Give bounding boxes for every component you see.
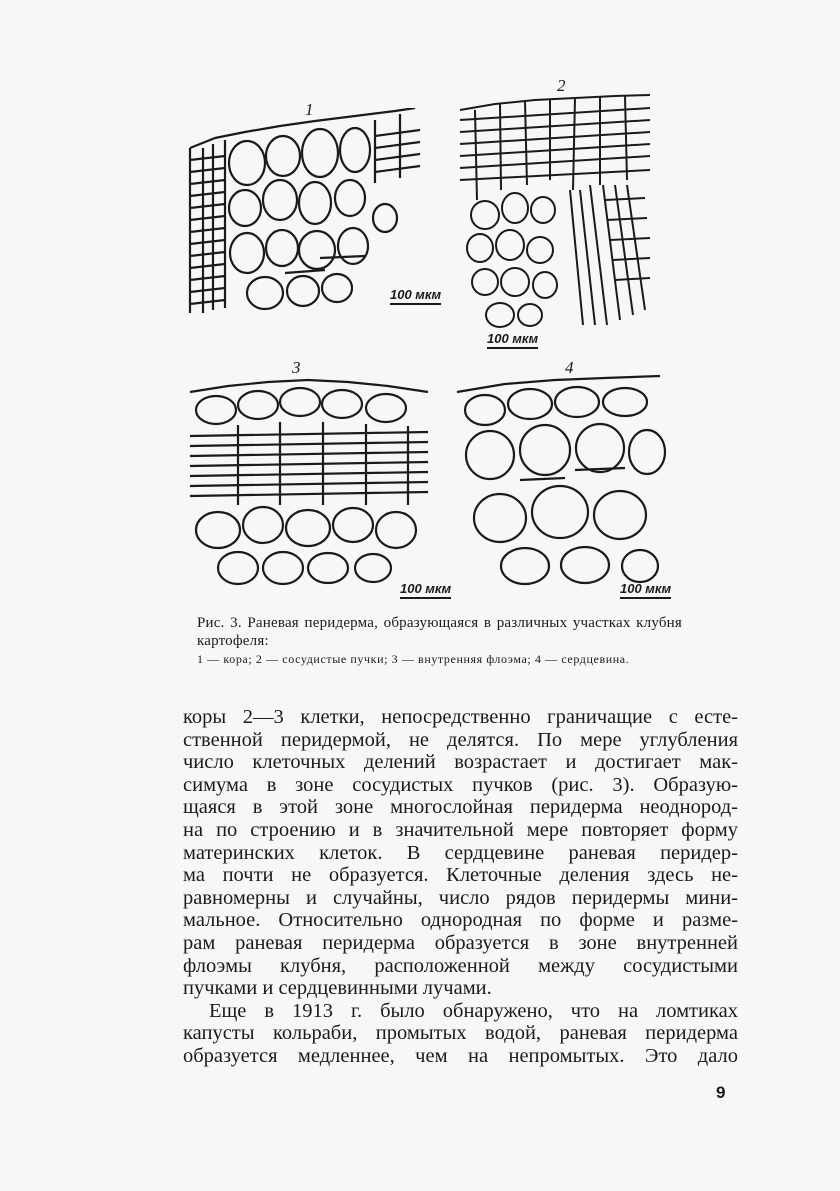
scale-bar-label-3: 100 мкм <box>400 582 451 599</box>
panel-number-1: 1 <box>305 100 314 119</box>
text-line: Еще в 1913 г. было обнаружено, что на ломтиках <box>209 999 738 1022</box>
text-line: коры 2—3 клетки, непосредственно граничащие с есте- <box>183 706 738 728</box>
caption-title: Рис. 3. Раневая перидерма, образующаяся в различных участках клубня картофеля: <box>197 615 682 649</box>
scale-bar-label-4: 100 мкм <box>620 582 671 599</box>
cell-drawing-inner-phloem <box>188 370 438 590</box>
body-text <box>183 706 738 1068</box>
panel-number-2: 2 <box>557 76 566 95</box>
figure <box>185 78 675 608</box>
cell-drawing-vascular-bundles <box>455 90 655 330</box>
text-line: равномерны и случайны, число рядов перидермы мини- <box>183 886 738 909</box>
page-number: 9 <box>716 1083 726 1102</box>
text-line: ственной перидермой, не делятся. По мере углубления <box>183 728 738 751</box>
text-line: рам раневая перидерма образуется в зоне внутренней <box>183 931 738 954</box>
text-line: капусты кольраби, промытых водой, раневая перидерма <box>183 1022 738 1045</box>
text-line: пучками и сердцевинными лучами. <box>183 977 492 1000</box>
text-line: образуется медленнее, чем на непромытых. Это дало <box>183 1044 738 1067</box>
text-line: на по строению и в значительной мере повторяет форму <box>183 818 738 841</box>
scale-bar-label-1: 100 мкм <box>390 288 441 305</box>
text-line: щаяся в этой зоне многослойная перидерма неоднород- <box>183 796 738 819</box>
paragraph-2 <box>183 1000 738 1068</box>
micrograph-panel-3 <box>188 358 452 596</box>
text-line: материнских клеток. В сердцевине раневая перидер- <box>183 841 738 864</box>
text-line: флоэмы клубня, расположенной между сосудистыми <box>183 954 738 977</box>
scale-bar-label-2: 100 мкм <box>487 332 538 349</box>
panel-number-3: 3 <box>292 358 301 377</box>
micrograph-panel-1 <box>185 100 442 318</box>
text-line: ма почти не образуется. Клеточные деления здесь не- <box>183 864 738 887</box>
micrograph-panel-4 <box>455 358 675 596</box>
paragraph-1 <box>183 706 738 1000</box>
text-line: число клеточных делений возрастает и достигает мак- <box>183 751 738 774</box>
caption-legend: 1 — кора; 2 — сосудистые пучки; 3 — внутренняя флоэма; 4 — сердцевина. <box>197 652 630 666</box>
text-line: симума в зоне сосудистых пучков (рис. 3). Образую- <box>183 773 738 796</box>
micrograph-panel-2 <box>455 76 655 346</box>
panel-number-4: 4 <box>565 358 574 377</box>
cell-drawing-pith <box>455 370 675 590</box>
figure-caption <box>197 614 682 667</box>
text-line: мальное. Относительно однородная по форме и разме- <box>183 909 738 932</box>
